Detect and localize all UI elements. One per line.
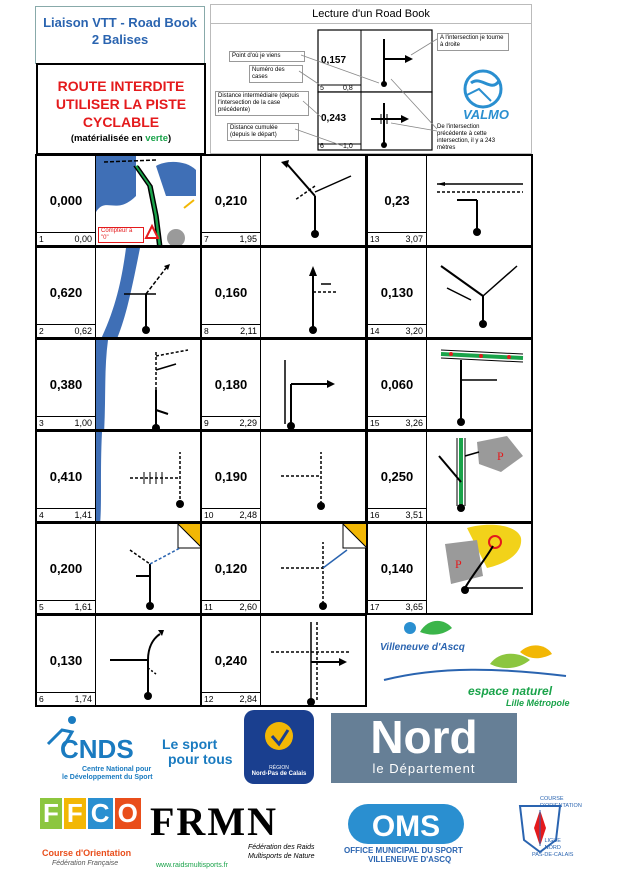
cell-number: 5 [39,602,44,612]
cumulative-distance: 2,84 [239,694,257,704]
route-diagram [427,524,533,613]
intermediate-distance: 0,240 [214,653,248,668]
cell-divider [202,600,260,601]
intermediate-distance: 0,210 [214,193,248,208]
nord-sub: le Département [372,761,476,776]
cell-divider [368,508,426,509]
intermediate-distance: 0,380 [49,377,83,392]
roadbook-cell [35,430,202,523]
roadbook-cell [200,522,367,615]
intermediate-distance: 0,250 [380,469,414,484]
warning-note: (matérialisée en verte) [70,133,172,144]
intermediate-distance: 0,23 [384,193,410,208]
parking-label: P [455,557,462,571]
route-diagram [96,432,202,521]
oms-logo-shape [346,800,466,848]
roadbook-cell [200,154,367,247]
frmn-sub-1: Fédération des Raids [248,844,315,851]
cell-number: 3 [39,418,44,428]
intermediate-distance: 0,180 [214,377,248,392]
cell-divider [202,508,260,509]
cell-divider [37,692,95,693]
cell-number: 16 [370,510,380,520]
cell-number: 15 [370,418,380,428]
intermediate-distance: 0,140 [380,561,414,576]
callout-number: Numéro des cases [249,65,303,83]
intermediate-distance: 0,190 [214,469,248,484]
route-diagram [261,524,367,613]
warning-line-1: ROUTE INTERDITE [57,78,185,94]
espace-lille-text: Lille Métropole [506,698,570,708]
cell-number: 10 [204,510,214,520]
route-diagram [261,616,367,705]
cell-divider [37,324,95,325]
intermediate-distance: 0,200 [49,561,83,576]
callout-start: Point d'où je viens [229,51,305,62]
callout-intermediate: Distance intermédiaire (depuis l'intersection de la case précédente) [215,91,309,116]
route-diagram [96,248,202,337]
intermediate-distance: 0,410 [49,469,83,484]
cell-divider [37,232,95,233]
cnds-sub-2: le Développement du Sport [62,774,153,781]
ligue-top-text: COURSE D'ORIENTATION [540,796,582,809]
cell-divider [368,324,426,325]
cell-number: 1 [39,234,44,244]
oms-sub-1: OFFICE MUNICIPAL DU SPORT [344,846,463,855]
cell-number: 6 [39,694,44,704]
cell-divider [368,600,426,601]
warning-line-2: UTILISER LA PISTE [55,96,187,112]
region-label: RÉGION [269,765,289,771]
route-diagram [427,156,533,245]
frmn-url: www.raidsmultisports.fr [156,862,228,869]
intermediate-distance: 0,130 [380,285,414,300]
cnds-name: CNDS [60,734,134,764]
cnds-tag-1: Le sport [162,736,218,752]
route-diagram [96,616,202,705]
route-diagram [427,432,533,521]
parking-label: P [497,449,504,463]
roadbook-cell [366,338,533,431]
roadbook-cell [366,522,533,615]
valmo-text: VALMO [463,107,509,122]
roadbook-cell [35,338,202,431]
legend-ex2-idx: 6 [320,143,324,150]
roadbook-cell [200,430,367,523]
route-diagram [427,248,533,337]
cumulative-distance: 1,74 [74,694,92,704]
route-diagram [96,524,202,613]
route-diagram [261,248,367,337]
ffco-sub-1: Course d'Orientation [42,848,132,858]
roadbook-cell [366,430,533,523]
cell-number: 8 [204,326,209,336]
espace-naturel-text: espace naturel [468,684,553,698]
cumulative-distance: 3,26 [405,418,423,428]
cumulative-distance: 1,61 [74,602,92,612]
region-name: Nord-Pas de Calais [251,771,307,777]
roadbook-cell [366,246,533,339]
legend-ex1-idx: 5 [320,85,324,92]
route-diagram [96,340,202,429]
cell-number: 2 [39,326,44,336]
ligue-bottom-text: LIGUE NORD PAS-DE-CALAIS [532,838,574,858]
cell-divider [368,416,426,417]
intermediate-distance: 0,620 [49,285,83,300]
cell-divider [202,692,260,693]
ffco-logo [40,798,136,844]
villeneuve-text: Villeneuve d'Ascq [380,642,465,653]
cumulative-distance: 3,07 [405,234,423,244]
cumulative-distance: 1,41 [74,510,92,520]
intermediate-distance: 0,060 [380,377,414,392]
cumulative-distance: 3,20 [405,326,423,336]
cell-divider [202,416,260,417]
route-warning-box [36,63,206,155]
legend-title: Lecture d'un Road Book [211,5,531,24]
roadbook-cell [35,614,202,707]
roadbook-cell [200,338,367,431]
roadbook-cell [35,522,202,615]
cumulative-distance: 1,00 [74,418,92,428]
roadbook-subtitle: 2 Balises [91,32,149,47]
callout-right: A l'intersection je tourne à droite [437,33,509,51]
ffco-sub-2: Fédération Française [52,860,119,867]
start-counter-label: Compteur à "0" [98,227,144,243]
cell-divider [202,324,260,325]
intermediate-distance: 0,160 [214,285,248,300]
route-diagram [427,340,533,429]
legend-ex2-cum: 1,0 [343,143,353,150]
cell-divider [37,416,95,417]
legend-ex2-dist: 0,243 [321,113,347,124]
cumulative-distance: 3,51 [405,510,423,520]
cell-number: 13 [370,234,380,244]
cumulative-distance: 0,00 [74,234,92,244]
cell-number: 4 [39,510,44,520]
cnds-sub-1: Centre National pour [82,766,152,773]
cell-number: 12 [204,694,214,704]
intermediate-distance: 0,120 [214,561,248,576]
roadbook-cell [35,246,202,339]
cell-divider [202,232,260,233]
roadbook-cell [200,246,367,339]
route-diagram [261,432,367,521]
frmn-sub-2: Multisports de Nature [248,853,315,860]
cell-divider [368,232,426,233]
intermediate-distance: 0,000 [49,193,83,208]
intermediate-distance: 0,130 [49,653,83,668]
warning-line-3: CYCLABLE [82,114,160,130]
frmn-name: FRMN [150,799,278,844]
roadbook-title-box [35,6,205,64]
cumulative-distance: 3,65 [405,602,423,612]
route-diagram [261,340,367,429]
oms-sub-2: VILLENEUVE D'ASCQ [368,855,452,864]
cumulative-distance: 2,48 [239,510,257,520]
nord-name: Nord [370,711,478,763]
roadbook-cell [200,614,367,707]
cumulative-distance: 2,60 [239,602,257,612]
cumulative-distance: 1,95 [239,234,257,244]
region-logo [244,710,314,784]
cell-number: 17 [370,602,380,612]
cell-number: 14 [370,326,380,336]
cell-number: 7 [204,234,209,244]
cumulative-distance: 0,62 [74,326,92,336]
nord-logo [331,713,517,783]
cell-number: 11 [204,602,213,612]
ffco-name: F F C O [40,798,136,829]
cnds-tag-2: pour tous [168,751,233,767]
roadbook-title: Liaison VTT - Road Book [43,15,197,30]
callout-next: De l'intersection précédente à cette intersection, il y a 243 mètres [435,123,509,153]
cumulative-distance: 2,11 [240,326,257,336]
legend-ex1-dist: 0,157 [321,55,347,66]
callout-cumulative: Distance cumulée (depuis le départ) [227,123,299,141]
legend-box [210,4,532,154]
cell-divider [37,508,95,509]
roadbook-cell [366,154,533,247]
cumulative-distance: 2,29 [239,418,257,428]
svg-text:OMS: OMS [371,810,441,843]
region-emblem-icon [244,710,314,760]
cell-divider [37,600,95,601]
route-diagram [261,156,367,245]
legend-ex1-cum: 0,8 [343,85,353,92]
cell-number: 9 [204,418,209,428]
